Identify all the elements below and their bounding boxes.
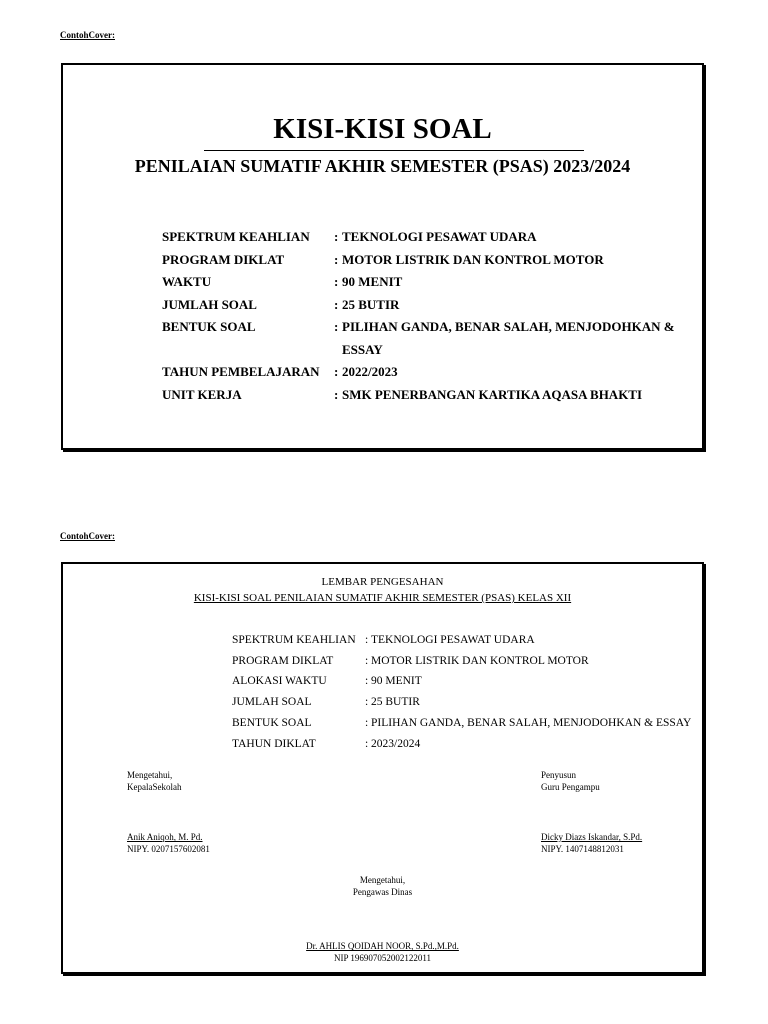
cover1-title: KISI-KISI SOAL	[273, 113, 492, 145]
info-value: 25 BUTIR	[342, 296, 400, 312]
info-row	[162, 384, 702, 407]
sign-left-id: NIPY. 0207157602081	[127, 843, 210, 854]
info-key: JUMLAH SOAL	[232, 696, 312, 709]
info-value: MOTOR LISTRIK DAN KONTROL MOTOR	[342, 251, 604, 267]
info-row	[162, 294, 702, 317]
info-sep: :	[365, 654, 369, 667]
info-value: 2022/2023	[342, 364, 398, 379]
sign-right-line2: Guru Pengampu	[541, 781, 600, 792]
info-key: PROGRAM DIKLAT	[162, 251, 285, 267]
info-row	[232, 630, 711, 651]
info-row	[232, 651, 711, 672]
info-key: TAHUN PEMBELAJARAN	[162, 364, 320, 379]
info-row	[232, 671, 711, 692]
info-value: SMK PENERBANGAN KARTIKA AQASA BHAKTI	[342, 386, 643, 402]
sign-right-block	[541, 832, 642, 855]
sign-right-name: Dicky Diazs Iskandar, S.Pd.	[541, 832, 643, 842]
info-key: BENTUK SOAL	[162, 319, 256, 334]
info-row	[232, 692, 711, 713]
info-row	[232, 713, 711, 734]
info-sep: :	[365, 675, 369, 688]
info-row	[162, 316, 702, 339]
info-sep: :	[334, 386, 339, 402]
sign-center-header	[63, 875, 702, 898]
info-key: PROGRAM DIKLAT	[232, 654, 334, 667]
info-sep: :	[334, 274, 339, 289]
info-row	[162, 361, 702, 384]
info-row	[162, 271, 702, 294]
cover2-heading: LEMBAR PENGESAHAN	[321, 576, 444, 588]
info-key: SPEKTRUM KEAHLIAN	[162, 229, 310, 244]
info-value: PILIHAN GANDA, BENAR SALAH, MENJODOHKAN &	[342, 319, 675, 334]
cover1-subtitle: PENILAIAN SUMATIF AKHIR SEMESTER (PSAS) 2023/2024	[134, 156, 631, 176]
info-sep: :	[334, 319, 339, 334]
sign-left-line2: KepalaSekolah	[127, 781, 182, 792]
info-value: ESSAY	[342, 341, 383, 357]
info-row	[162, 226, 702, 249]
info-sep: :	[334, 296, 339, 312]
sign-center-id: NIP 196907052002122011	[333, 952, 432, 963]
info-key: ALOKASI WAKTU	[232, 675, 327, 688]
info-sep: :	[365, 737, 369, 750]
info-value: TEKNOLOGI PESAWAT UDARA	[371, 634, 535, 646]
sign-left-header	[127, 770, 181, 793]
cover2-subheading: KISI-KISI SOAL PENILAIAN SUMATIF AKHIR SEMESTER (PSAS) KELAS XII	[193, 592, 572, 604]
sign-right-line1: Penyusun	[541, 770, 577, 780]
info-sep: :	[365, 716, 369, 729]
info-value: PILIHAN GANDA, BENAR SALAH, MENJODOHKAN & ESSAY	[371, 716, 692, 729]
info-value: 90 MENIT	[371, 675, 422, 688]
sign-center-name: Dr. AHLIS QOIDAH NOOR, S.Pd.,M.Pd.	[306, 941, 459, 951]
info-value: 2023/2024	[371, 737, 421, 750]
info-sep: :	[334, 251, 339, 267]
sign-left-line1: Mengetahui,	[127, 770, 173, 780]
cover2-label: ContohCover:	[60, 531, 115, 541]
cover2-info-table	[232, 630, 711, 754]
info-key: WAKTU	[162, 274, 212, 289]
info-key	[162, 339, 334, 362]
info-key: SPEKTRUM KEAHLIAN	[232, 634, 356, 646]
cover2-box	[61, 562, 704, 974]
sign-right-header	[541, 770, 600, 793]
info-key: BENTUK SOAL	[232, 716, 312, 729]
info-sep: :	[365, 634, 369, 646]
title-divider	[204, 150, 584, 151]
info-row	[232, 734, 711, 755]
cover1-info-table	[162, 226, 702, 406]
sign-left-block	[127, 832, 210, 855]
info-value: TEKNOLOGI PESAWAT UDARA	[342, 229, 537, 244]
info-sep: :	[334, 364, 339, 379]
info-value: MOTOR LISTRIK DAN KONTROL MOTOR	[371, 654, 589, 667]
sign-center-block	[63, 941, 702, 964]
cover1-label: ContohCover:	[60, 30, 115, 40]
sign-right-id: NIPY. 1407148812031	[541, 843, 624, 854]
info-row	[162, 339, 702, 362]
info-row	[162, 249, 702, 272]
sign-center-line2: Pengawas Dinas	[352, 886, 413, 897]
info-key: JUMLAH SOAL	[162, 296, 257, 312]
info-sep: :	[334, 229, 339, 244]
info-key: TAHUN DIKLAT	[232, 737, 316, 750]
cover1-box	[61, 63, 704, 450]
sign-left-name: Anik Aniqoh, M. Pd.	[127, 832, 203, 842]
info-key: UNIT KERJA	[162, 386, 242, 402]
sign-center-line1: Mengetahui,	[359, 875, 406, 885]
info-value: 90 MENIT	[342, 274, 403, 289]
info-value: 25 BUTIR	[371, 696, 420, 709]
info-sep	[334, 339, 342, 362]
info-sep: :	[365, 696, 369, 709]
